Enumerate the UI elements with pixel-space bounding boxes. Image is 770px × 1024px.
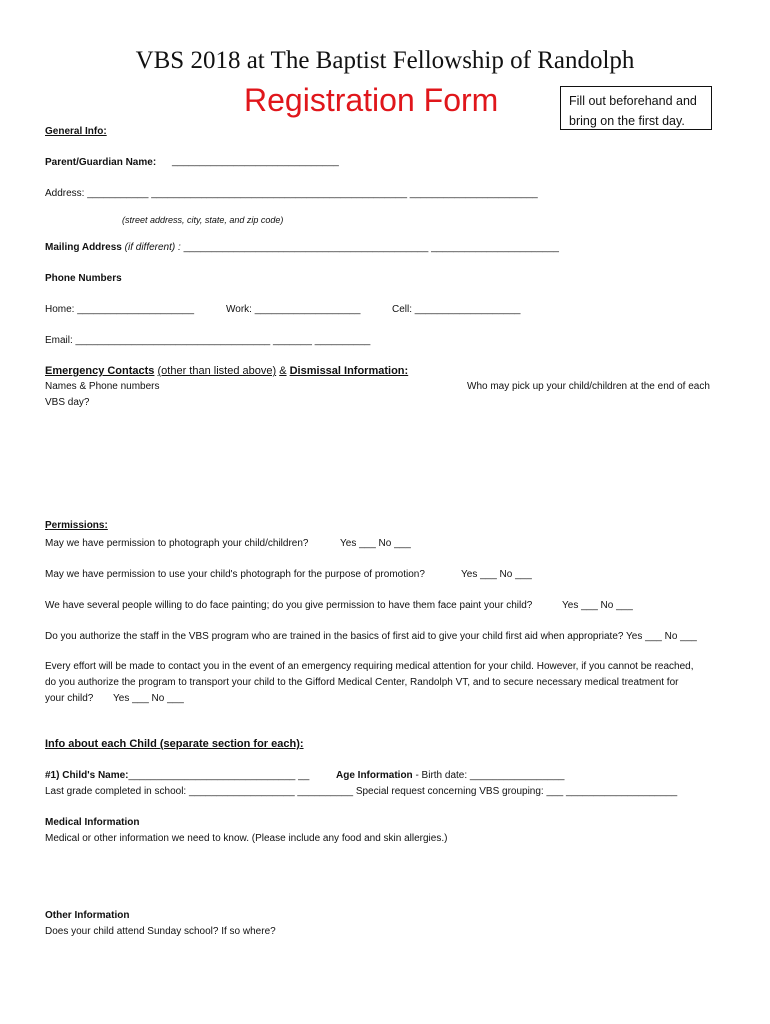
grade-request-row[interactable]: Last grade completed in school: ___________________ __________ Special request concerning VBS grouping: ___ ____________________ (45, 786, 678, 797)
emergency-heading (45, 365, 408, 377)
email-field[interactable]: Email: ___________________________________ _______ __________ (45, 335, 371, 346)
vbs-day-label: VBS day? (45, 397, 90, 408)
mailing-address-row[interactable] (45, 242, 559, 253)
child-name-line[interactable]: ______________________________ __ (128, 770, 310, 781)
promotion-permission-answer[interactable]: Yes ___ No ___ (461, 569, 532, 580)
medical-text: Medical or other information we need to know. (Please include any food and skin allergies.) (45, 833, 448, 844)
photo-permission-answer[interactable]: Yes ___ No ___ (340, 538, 411, 549)
address-field[interactable]: Address: ___________ ______________________________________________ _______________________ (45, 188, 538, 199)
page-title: VBS 2018 at The Baptist Fellowship of Randolph (135, 47, 635, 74)
parent-name-field[interactable]: ______________________________ (172, 156, 339, 167)
transport-answer[interactable]: Yes ___ No ___ (113, 693, 184, 704)
other-info-heading: Other Information (45, 910, 130, 921)
face-paint-answer[interactable]: Yes ___ No ___ (562, 600, 633, 611)
transport-line-2: do you authorize the program to transport your child to the Gifford Medical Center, Randolph VT, and to secure necessary medical treatment for (45, 677, 679, 688)
form-title: Registration Form (244, 82, 499, 118)
age-info-row[interactable] (336, 770, 564, 781)
pickup-label: Who may pick up your child/children at the end of each (467, 381, 710, 392)
face-paint-question: We have several people willing to do face painting; do you give permission to have them face paint your child? (45, 600, 533, 611)
first-aid-question[interactable]: Do you authorize the staff in the VBS program who are trained in the basics of first aid to give your child first aid when appropriate? Yes ___ No ___ (45, 631, 697, 642)
child-name-label: #1) Child's Name: (45, 770, 129, 781)
emergency-contacts-label: Emergency Contacts (45, 365, 155, 377)
mailing-address-note: (if different) : (124, 242, 181, 253)
dismissal-label: Dismissal Information: (289, 365, 409, 377)
transport-line-3: your child? (45, 693, 94, 704)
home-phone-field[interactable]: Home: _____________________ (45, 304, 195, 315)
instruction-box: Fill out beforehand and bring on the first day. (560, 86, 712, 130)
transport-line-1: Every effort will be made to contact you in the event of an emergency requiring medical attention for your child. However, if you cannot be reached, (45, 661, 694, 672)
parent-name-label: Parent/Guardian Name: (45, 157, 157, 168)
permissions-heading: Permissions: (45, 520, 108, 531)
other-info-text: Does your child attend Sunday school? If so where? (45, 926, 276, 937)
phone-heading: Phone Numbers (45, 273, 122, 284)
age-info-label: Age Information (336, 770, 413, 781)
photo-permission-question: May we have permission to photograph your child/children? (45, 538, 309, 549)
cell-phone-field[interactable]: Cell: ___________________ (392, 304, 521, 315)
mailing-address-line[interactable]: ____________________________________________ _______________________ (183, 242, 559, 253)
child-name-row[interactable] (45, 770, 309, 781)
birth-date-field[interactable]: - Birth date: _________________ (415, 770, 565, 781)
emergency-amp: & (279, 365, 287, 377)
medical-heading: Medical Information (45, 817, 140, 828)
address-hint: (street address, city, state, and zip code) (122, 215, 284, 225)
emergency-paren: (other than listed above) (157, 365, 277, 377)
work-phone-field[interactable]: Work: ___________________ (226, 304, 361, 315)
promotion-permission-question: May we have permission to use your child's photograph for the purpose of promotion? (45, 569, 425, 580)
mailing-address-label: Mailing Address (45, 242, 122, 253)
general-info-heading: General Info: (45, 126, 107, 137)
child-info-heading: Info about each Child (separate section for each): (45, 738, 304, 750)
names-phone-label: Names & Phone numbers (45, 381, 160, 392)
